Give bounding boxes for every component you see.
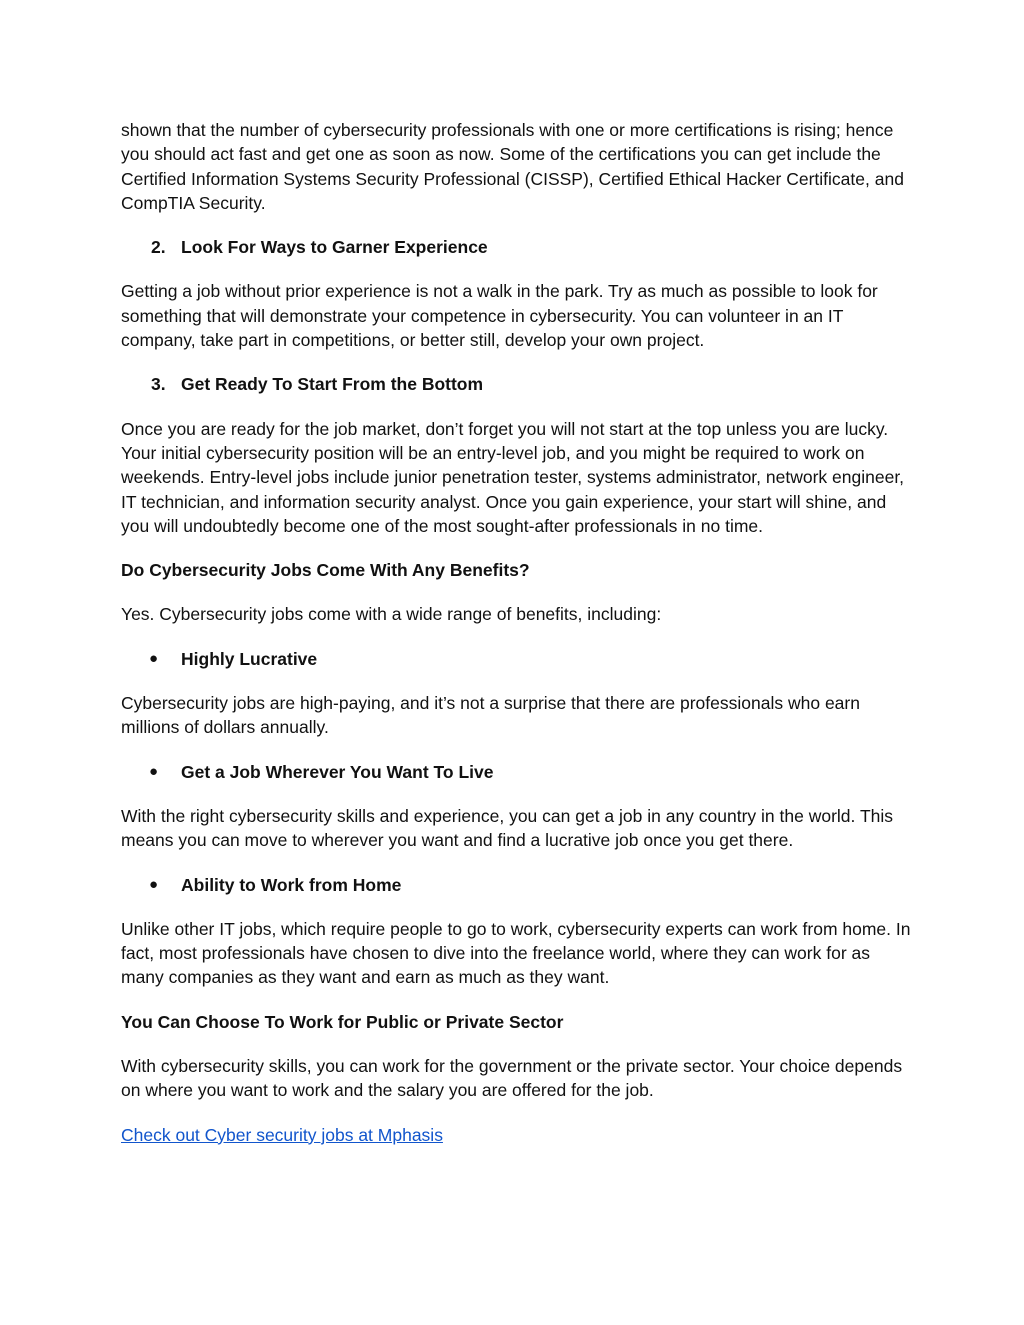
document-body xyxy=(121,118,911,1167)
benefit-paragraph: With the right cybersecurity skills and experience, you can get a job in any country in the world. This means you can move to wherever you want and find a lucrative job once you get there. xyxy=(121,805,893,851)
benefits-intro-paragraph: Yes. Cybersecurity jobs come with a wide range of benefits, including: xyxy=(121,604,662,625)
step-heading: Get Ready To Start From the Bottom xyxy=(181,374,484,395)
list-number: 2. xyxy=(151,237,166,258)
bullet-icon: ● xyxy=(149,649,159,667)
sector-paragraph: With cybersecurity skills, you can work for the government or the private sector. Your choice depends on where you want to work and the salary you are offered for the job. xyxy=(121,1056,903,1101)
bullet-list-item xyxy=(121,873,911,897)
list-number: 3. xyxy=(151,374,166,395)
bullet-list-item xyxy=(121,647,911,671)
bullet-icon: ● xyxy=(149,762,159,780)
numbered-list-item xyxy=(121,372,911,396)
benefit-heading: Get a Job Wherever You Want To Live xyxy=(181,761,494,782)
bullet-icon: ● xyxy=(149,875,159,893)
bullet-list-item xyxy=(121,760,911,784)
section-heading-sector: You Can Choose To Work for Public or Private Sector xyxy=(121,1011,564,1032)
step-paragraph: Getting a job without prior experience is not a walk in the park. Try as much as possible to look for something that will demonstrate your competence in cybersecurity. You can volunteer in an IT company, take part in competitions, or better still, develop your own project. xyxy=(121,281,878,351)
benefit-heading: Highly Lucrative xyxy=(181,648,318,669)
step-heading: Look For Ways to Garner Experience xyxy=(181,237,488,258)
step-paragraph: Once you are ready for the job market, don’t forget you will not start at the top unless you are lucky. Your initial cybersecurity position will be an entry-level job, and you might be required to work on weekends. Entry-level jobs include junior penetration tester, systems administrator, network engineer, IT technician, and information security analyst. Once you gain experience, your start will shine, and you will undoubtedly become one of the most sought-after professionals in no time. xyxy=(121,418,905,536)
benefit-heading: Ability to Work from Home xyxy=(181,874,402,895)
benefit-paragraph: Unlike other IT jobs, which require people to go to work, cybersecurity experts can work from home. In fact, most professionals have chosen to dive into the freelance world, where they can work for as many companies as they want and earn as much as they want. xyxy=(121,918,911,988)
numbered-list-item xyxy=(121,235,911,259)
intro-paragraph: shown that the number of cybersecurity professionals with one or more certifications is rising; hence you should act fast and get one as soon as now. Some of the certifications you can get include the Certified Information Systems Security Professional (CISSP), Certified Ethical Hacker Certificate, and CompTIA Security. xyxy=(121,120,904,213)
mphasis-jobs-link[interactable]: Check out Cyber security jobs at Mphasis xyxy=(121,1124,443,1145)
section-heading-benefits: Do Cybersecurity Jobs Come With Any Benefits? xyxy=(121,560,530,581)
benefit-paragraph: Cybersecurity jobs are high-paying, and it’s not a surprise that there are professionals who earn millions of dollars annually. xyxy=(121,693,860,738)
